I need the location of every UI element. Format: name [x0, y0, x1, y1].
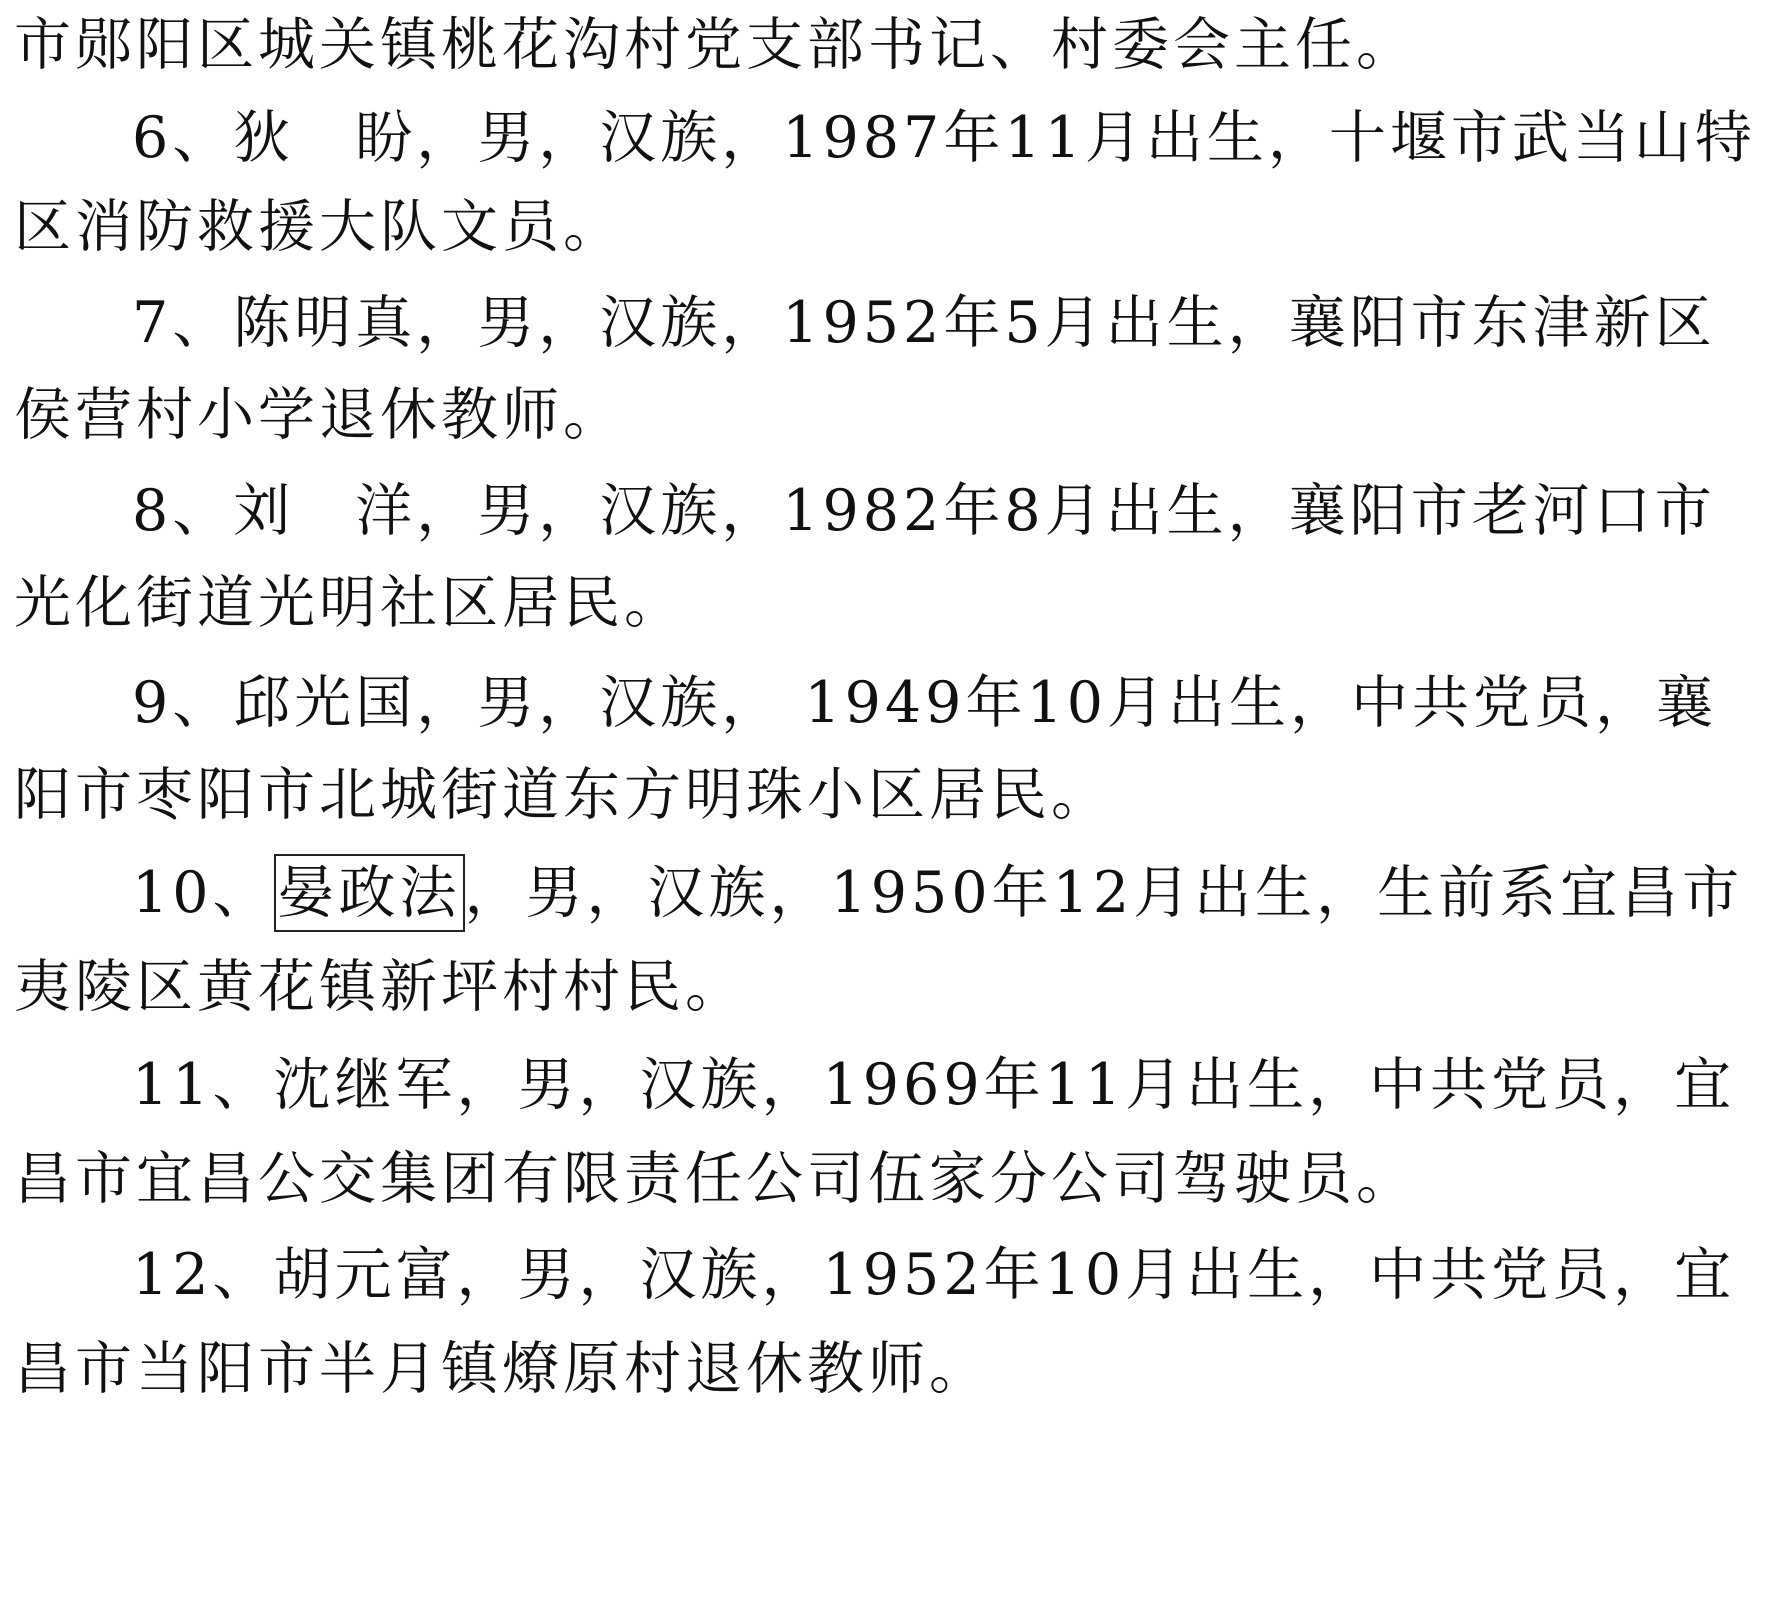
- entry-9-line1: 9、邱光国，男，汉族， 1949年10月出生，中共党员，襄: [132, 670, 1717, 736]
- entry-6-line1: 6、狄 盼，男，汉族，1987年11月出生，十堰市武当山特: [132, 105, 1756, 171]
- entry-10-details: ，男，汉族，1950年12月出生，生前系宜昌市: [464, 860, 1744, 926]
- entry-9-line2: 阳市枣阳市北城街道东方明珠小区居民。: [14, 762, 1112, 828]
- highlighted-name-box: 晏政法: [274, 854, 465, 932]
- entry-5-continuation: 市郧阳区城关镇桃花沟村党支部书记、村委会主任。: [14, 12, 1417, 78]
- entry-8-line2: 光化街道光明社区居民。: [14, 570, 685, 636]
- entry-10-line2: 夷陵区黄花镇新坪村村民。: [14, 954, 746, 1020]
- entry-12-line1: 12、胡元富，男，汉族，1952年10月出生，中共党员，宜: [132, 1242, 1736, 1308]
- entry-11-line1: 11、沈继军，男，汉族，1969年11月出生，中共党员，宜: [132, 1052, 1736, 1118]
- entry-7-line2: 侯营村小学退休教师。: [14, 382, 624, 448]
- entry-11-line2: 昌市宜昌公交集团有限责任公司伍家分公司驾驶员。: [14, 1146, 1417, 1212]
- entry-8-line1: 8、刘 洋，男，汉族，1982年8月出生，襄阳市老河口市: [132, 478, 1716, 544]
- entry-12-line2: 昌市当阳市半月镇燎原村退休教师。: [14, 1336, 990, 1402]
- entry-6-line2: 区消防救援大队文员。: [14, 194, 624, 260]
- entry-10-number: 10、: [132, 860, 274, 926]
- entry-7-line1: 7、陈明真，男，汉族，1952年5月出生，襄阳市东津新区: [132, 290, 1716, 356]
